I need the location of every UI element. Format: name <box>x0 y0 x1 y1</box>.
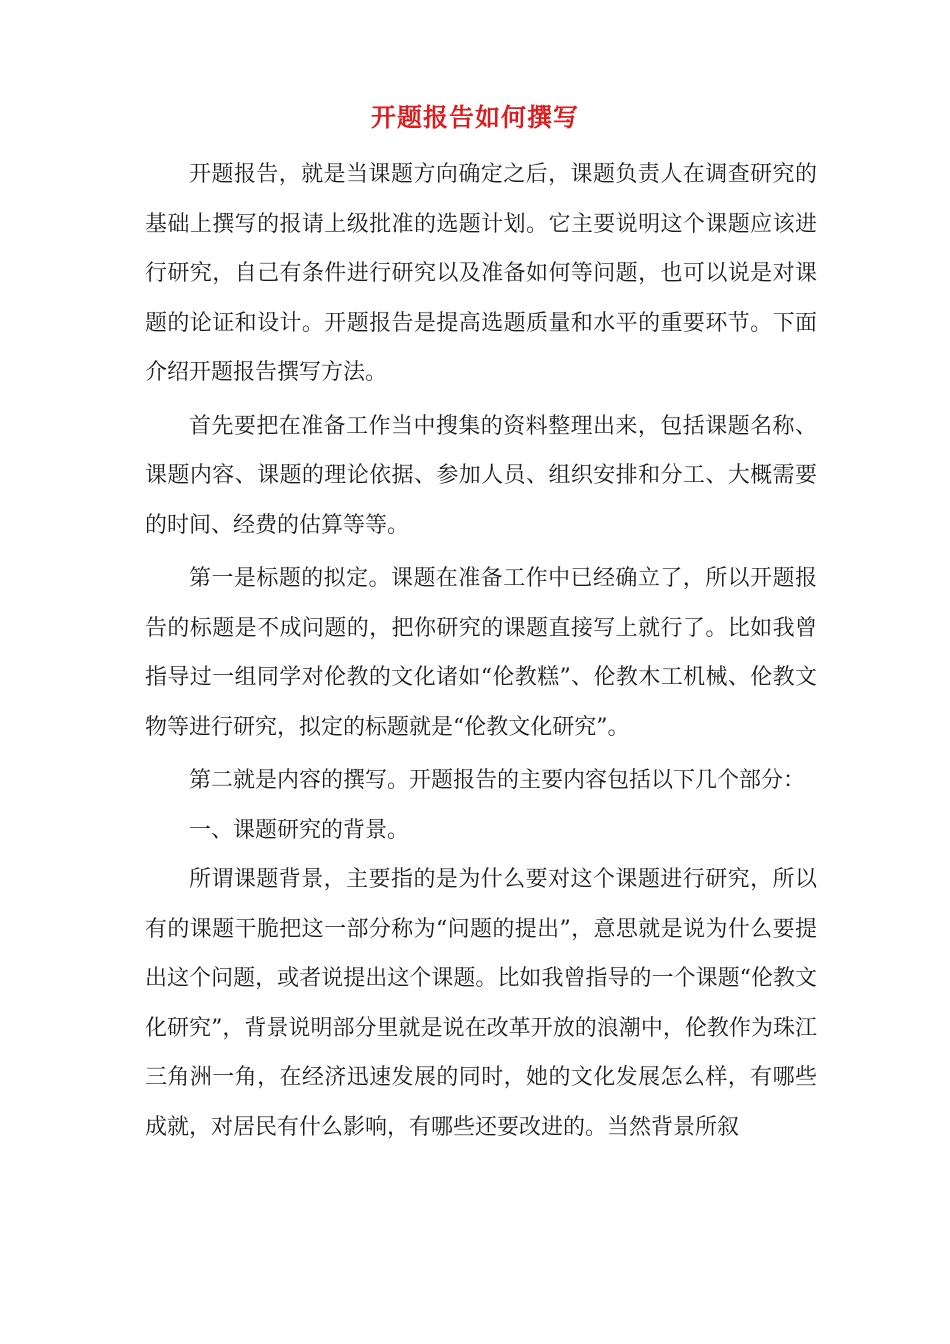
paragraph-content-writing: 第二就是内容的撰写。开题报告的主要内容包括以下几个部分： <box>189 768 806 793</box>
paragraph-materials: 首先要把在准备工作当中搜集的资料整理出来，包括课题名称、课题内容、课题的理论依据、参加人员、组织安排和分工、大概需要的时间、经费的估算等等。 <box>145 413 817 538</box>
document-title: 开题报告如何撰写 <box>370 103 579 132</box>
document-body <box>145 150 817 1152</box>
paragraph-background: 所谓课题背景，主要指的是为什么要对这个课题进行研究，所以有的课题干脆把这一部分称为“问题的提出”，意思就是说为什么要提出这个问题，或者说提出这个课题。比如我曾指导的一个课题“伦教文化研究”，背景说明部分里就是说在改革开放的浪潮中，伦教作为珠江三角洲一角，在经济迅速发展的同时，她的文化发展怎么样，有哪些成就，对居民有什么影响，有哪些还要改进的。当然背景所叙 <box>145 867 817 1140</box>
section-heading-background: 一、课题研究的背景。 <box>189 817 410 843</box>
paragraph-title-drafting: 第一是标题的拟定。课题在准备工作中已经确立了，所以开题报告的标题是不成问题的，把你研究的课题直接写上就行了。比如我曾指导过一组同学对伦教的文化诸如“伦教糕”、伦教木工机械、伦教文物等进行研究，拟定的标题就是“伦教文化研究”。 <box>145 566 817 740</box>
paragraph-intro: 开题报告，就是当课题方向确定之后，课题负责人在调查研究的基础上撰写的报请上级批准的选题计划。它主要说明这个课题应该进行研究，自己有条件进行研究以及准备如何等问题，也可以说是对课题的论证和设计。开题报告是提高选题质量和水平的重要环节。下面介绍开题报告撰写方法。 <box>145 162 817 385</box>
